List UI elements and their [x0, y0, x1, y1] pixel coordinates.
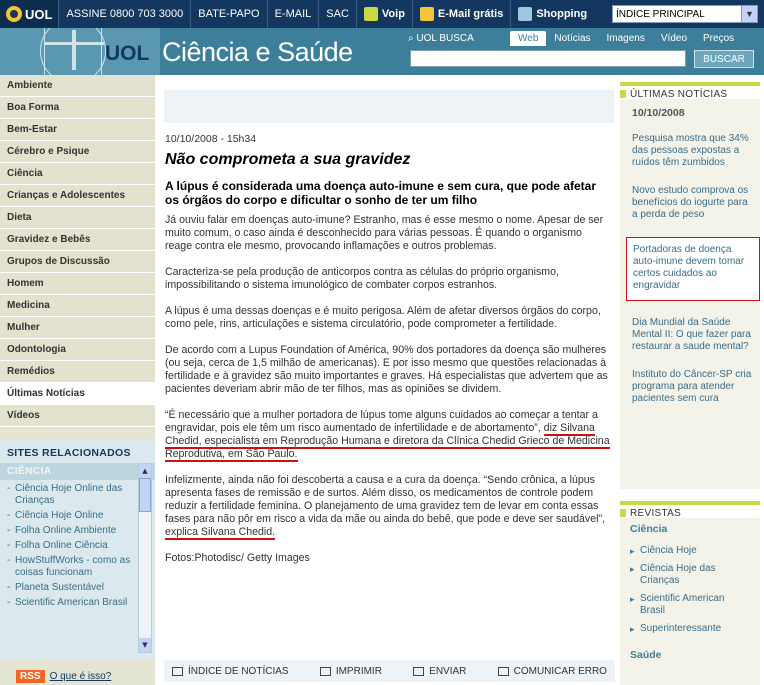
latest-news-box [620, 99, 760, 489]
sac-link[interactable]: SAC [318, 0, 356, 28]
search-tab-web[interactable]: Web [510, 31, 546, 46]
related-item[interactable]: - Ciência Hoje Online [7, 510, 132, 522]
related-item[interactable]: - Scientific American Brasil [7, 597, 132, 609]
uol-logo-icon [6, 6, 22, 22]
magazines-section [620, 501, 760, 685]
related-sites [0, 440, 155, 660]
related-item[interactable]: - Folha Online Ambiente [7, 525, 132, 537]
index-select[interactable]: ÍNDICE PRINCIPAL ▼ [612, 5, 758, 23]
send-button[interactable]: ENVIAR [413, 666, 466, 677]
related-item[interactable]: - Ciência Hoje Online das Crianças [7, 483, 132, 507]
shopping-icon [518, 7, 532, 21]
magazines-category-health[interactable]: Saúde [630, 649, 662, 661]
magazine-item[interactable]: ▸ Ciência Hoje [630, 545, 752, 557]
nav-item-bem-estar[interactable]: Bem-Estar [0, 119, 155, 141]
magazine-item[interactable]: ▸ Ciência Hoje das Crianças [630, 563, 752, 587]
search-label: ⌕ UOL BUSCA [408, 33, 474, 44]
search-input[interactable] [410, 50, 686, 67]
search-tabs [510, 31, 742, 46]
nav-item-grupos[interactable]: Grupos de Discussão [0, 251, 155, 273]
related-item[interactable]: - HowStuffWorks - como as coisas funcionam [7, 555, 132, 579]
chevron-down-icon[interactable]: ▼ [741, 6, 757, 22]
voip-link[interactable]: Voip [356, 0, 412, 28]
brand-logo[interactable]: UOL [105, 42, 150, 65]
magazine-item[interactable]: ▸ Scientific American Brasil [630, 593, 752, 617]
search-tab-video[interactable]: Vídeo [660, 33, 688, 44]
magazine-item[interactable]: ▸ Superinteressante [630, 623, 752, 635]
nav-item-dieta[interactable]: Dieta [0, 207, 155, 229]
nav-item-videos[interactable]: Vídeos [0, 405, 155, 427]
nav-item-remedios[interactable]: Remédios [0, 361, 155, 383]
top-bar [0, 0, 764, 28]
search-tab-images[interactable]: Imagens [606, 33, 645, 44]
scroll-up-icon[interactable]: ▲ [139, 464, 151, 478]
article-title: Não comprometa a sua gravidez [165, 151, 411, 168]
search-tab-prices[interactable]: Preços [703, 33, 735, 44]
ad-banner [164, 90, 614, 123]
latest-news-header: ÚLTIMAS NOTÍCIAS [620, 82, 760, 99]
report-icon [498, 667, 509, 676]
email-link[interactable]: E-MAIL [267, 0, 319, 28]
related-item[interactable]: - Folha Online Ciência [7, 540, 132, 552]
related-item[interactable]: - Planeta Sustentável [7, 582, 132, 594]
news-item[interactable]: Instituto do Câncer-SP cria programa para atender pacientes sem cura [632, 369, 752, 404]
highlighted-quote: diz Silvana Chedid, especialista em Reprodução Humana e diretora da Clínica Chedid Grieco de Medicina Reprodutiva, em São Paulo. [165, 422, 610, 460]
nav-item-boa-forma[interactable]: Boa Forma [0, 97, 155, 119]
article-paragraph: Infelizmente, ainda não foi descoberta a causa e a cura da doença. “Sendo crônica, a lúpus apresenta fases de remissão e de surtos. Além disso, os medicamentos de controle podem reduzir a fertilidade feminina. O planejamento de uma gravidez tem de levar em conta essas fases para não pôr em risco a vida da mãe ou ainda do bebê, que pode e deve ser saudável”, explica Silvana Chedid. [165, 474, 605, 538]
related-sites-title: SITES RELACIONADOS [7, 447, 131, 459]
shopping-link[interactable]: Shopping [510, 0, 594, 28]
report-error-button[interactable]: COMUNICAR ERRO [498, 666, 607, 677]
nav-item-gravidez[interactable]: Gravidez e Bebês [0, 229, 155, 251]
related-scrollbar[interactable] [138, 463, 152, 653]
nav-item-cerebro[interactable]: Cérebro e Psique [0, 141, 155, 163]
subscribe-link[interactable]: ASSINE 0800 703 3000 [58, 0, 190, 28]
right-column [620, 82, 760, 682]
magazines-category: Ciência [630, 523, 668, 535]
uol-logo[interactable]: UOL [0, 0, 58, 28]
article-paragraph: A lúpus é uma dessas doenças e é muito perigosa. Além de afetar diversos órgãos do corpo, como pele, rins, articulações e sistema circulatório, pode comprometer a fertilidade. [165, 305, 601, 330]
article [165, 133, 611, 564]
article-lead: A lúpus é considerada uma doença auto-imune e sem cura, que pode afetar os órgãos do corpo e dificultar o sonho de ter um filho [165, 179, 596, 207]
nav-item-ambiente[interactable]: Ambiente [0, 75, 155, 97]
phone-icon [364, 7, 378, 21]
article-toolbar [164, 660, 615, 682]
nav-item-ciencia[interactable]: Ciência [0, 163, 155, 185]
magazines-header: REVISTAS [620, 501, 760, 518]
article-paragraph: “É necessário que a mulher portadora de lúpus tome alguns cuidados ao começar a tentar a engravidar, pois ele têm um risco aumentado de infertilidade e de abortamento”, diz Silvana Chedid, especialista em Reprodução Humana e diretora da Clínica Chedid Grieco de Medicina Reprodutiva, em São Paulo. [165, 409, 610, 460]
chat-link[interactable]: BATE-PAPO [190, 0, 266, 28]
nav-item-homem[interactable]: Homem [0, 273, 155, 295]
magazines-box [620, 518, 760, 685]
news-item[interactable]: Novo estudo comprova os benefícios do iogurte para a perda de peso [632, 185, 749, 220]
print-button[interactable]: IMPRIMIR [320, 666, 382, 677]
list-icon [172, 667, 183, 676]
free-email-link[interactable]: E-Mail grátis [412, 0, 510, 28]
envelope-icon [420, 7, 434, 21]
rss-icon[interactable]: RSS [16, 670, 45, 683]
rss-area [16, 670, 111, 683]
site-header [0, 28, 764, 75]
article-paragraph: De acordo com a Lupus Foundation of América, 90% dos portadores da doença são mulheres (ou seja, cerca de 1,5 milhão de americanas). E por isso mesmo que questões relacionadas à fertilidade e à gravidez são muito importantes e graves. Há especialistas que advertem que as pacientes deveriam abrir mão de ter filhos, mas as opiniões se dividem. [165, 344, 608, 395]
article-date: 10/10/2008 - 15h34 [165, 133, 257, 145]
related-list [0, 480, 155, 609]
nav-item-mulher[interactable]: Mulher [0, 317, 155, 339]
photo-credit: Fotos:Photodisc/ Getty Images [165, 552, 310, 564]
nav-item-ultimas-noticias[interactable]: Últimas Notícias [0, 383, 155, 405]
section-title[interactable]: Ciência e Saúde [162, 37, 353, 67]
latest-news-date: 10/10/2008 [632, 107, 685, 119]
highlighted-quote: explica Silvana Chedid. [165, 526, 276, 538]
news-index-button[interactable]: ÍNDICE DE NOTÍCIAS [172, 666, 289, 677]
article-paragraph: Caracteriza-se pela produção de anticorpos contra as células do próprio organismo, impossibilitando o sistema imunológico de combater corpos estranhos. [165, 266, 559, 291]
scrollbar-thumb[interactable] [139, 478, 151, 512]
nav-item-odontologia[interactable]: Odontologia [0, 339, 155, 361]
related-category: CIÊNCIA [0, 463, 155, 480]
search-button[interactable]: BUSCAR [694, 50, 754, 68]
news-item-highlighted[interactable]: Portadoras de doença auto-imune devem tomar certos cuidados ao engravidar [626, 237, 760, 301]
envelope-icon [413, 667, 424, 676]
article-paragraph: Já ouviu falar em doenças auto-imune? Estranho, mas é esse mesmo o nome. Apesar de ser muito comum, o caso ainda é desconhecido para várias pessoas. É quando o organismo reage contra ele mesmo, provocando inflamações e outros problemas. [165, 214, 604, 252]
news-item[interactable]: Pesquisa mostra que 34% das pessoas expostas a ruídos têm zumbidos [632, 133, 749, 168]
printer-icon [320, 667, 331, 676]
news-item[interactable]: Dia Mundial da Saúde Mental II: O que fazer para restaurar a saude mental? [632, 317, 751, 352]
nav-item-medicina[interactable]: Medicina [0, 295, 155, 317]
rss-what-link[interactable]: O que é isso? [49, 671, 112, 682]
nav-item-criancas[interactable]: Crianças e Adolescentes [0, 185, 155, 207]
search-tab-news[interactable]: Notícias [554, 33, 591, 44]
scroll-down-icon[interactable]: ▼ [139, 638, 151, 652]
